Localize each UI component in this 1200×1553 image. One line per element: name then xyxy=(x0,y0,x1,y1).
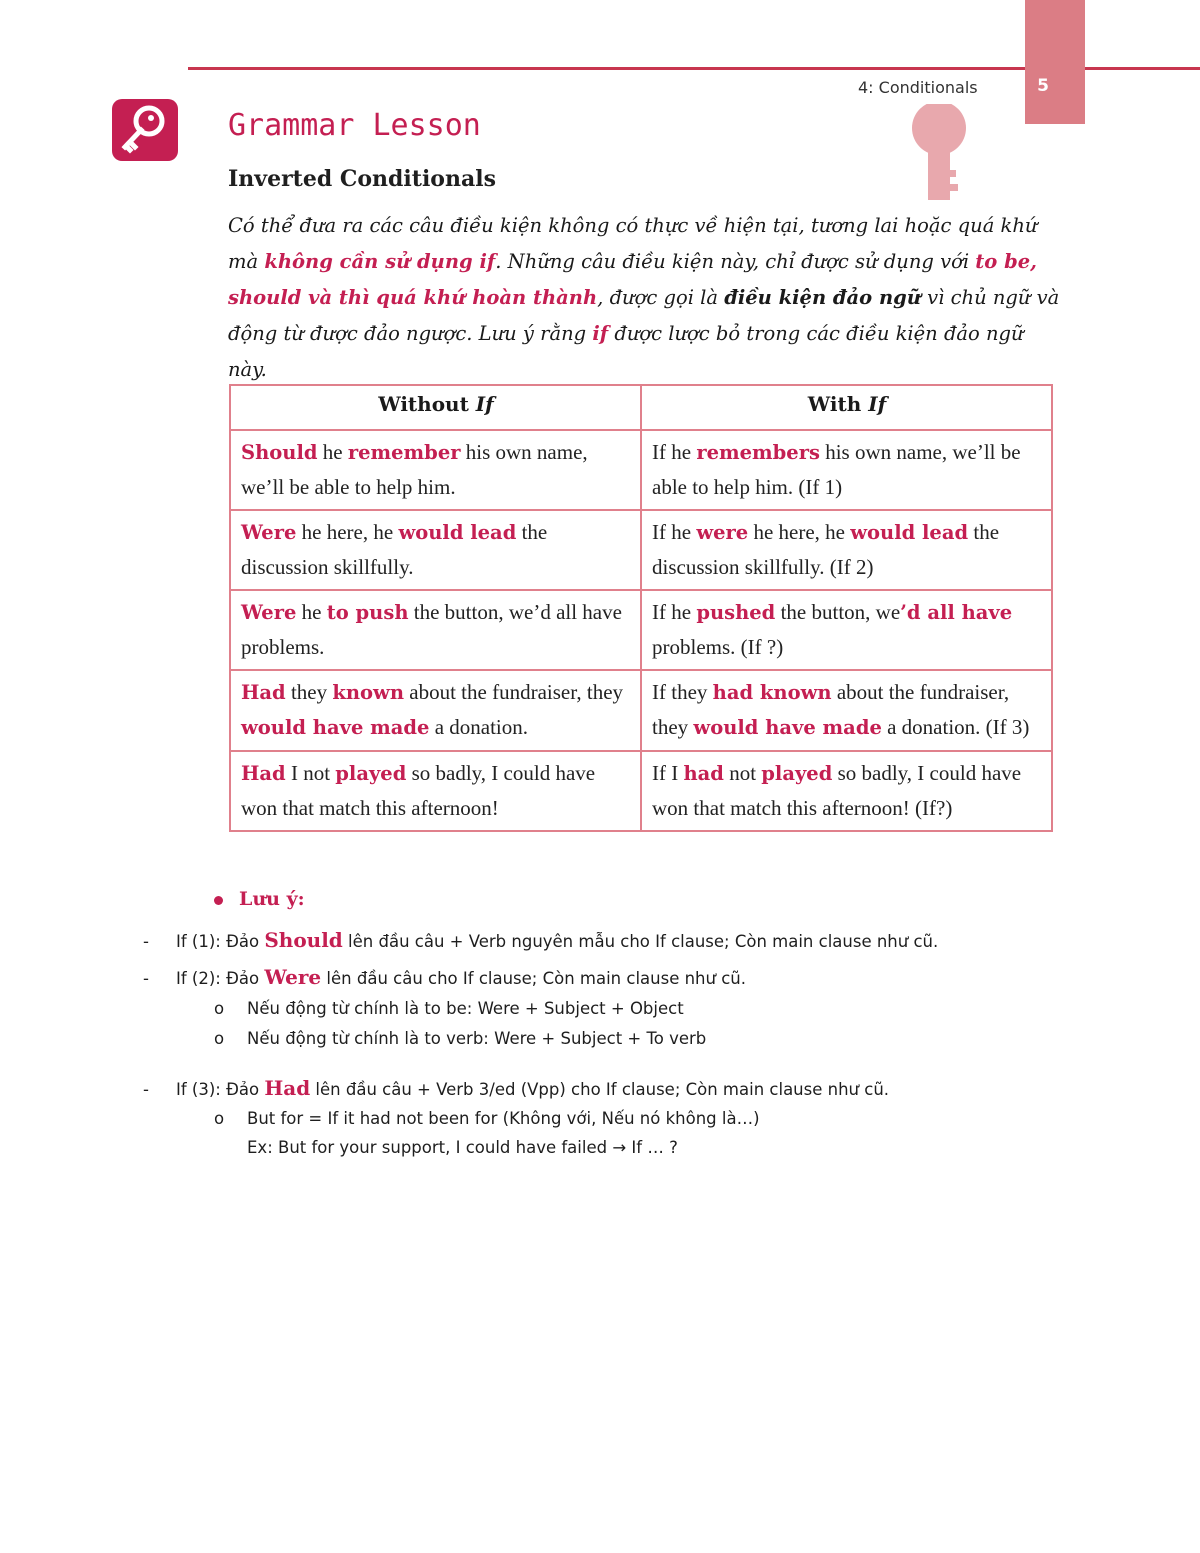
decorative-key-icon xyxy=(904,104,974,200)
lesson-title: Grammar Lesson xyxy=(228,108,481,143)
intro-highlight: không cần sử dụng if xyxy=(264,250,496,273)
highlight-text: Had xyxy=(241,681,286,704)
cell-with-if xyxy=(641,751,1052,831)
intro-text: vì chủ ngữ và động từ được đảo ngược. Lưu ý rằng xyxy=(228,286,1060,345)
cell-without-if xyxy=(230,670,641,751)
highlight-text: would have made xyxy=(241,716,430,739)
rule-if2: - If (2): Đảo Were lên đầu câu cho If clause; Còn main clause như cũ. xyxy=(143,965,746,989)
cell-without-if xyxy=(230,510,641,590)
highlight-text: would lead xyxy=(398,521,517,544)
cell-with-if xyxy=(641,430,1052,510)
cell-text: the button, we xyxy=(775,600,901,624)
cell-without-if xyxy=(230,751,641,831)
highlight-text: Had xyxy=(241,762,286,785)
highlight-text: played xyxy=(335,762,407,785)
table-row xyxy=(230,510,1052,590)
cell-text: so badly, I could have won that match this afternoon! xyxy=(241,761,596,820)
lesson-subtitle: Inverted Conditionals xyxy=(228,166,496,192)
highlight-text: pushed xyxy=(696,601,776,624)
highlight-text: known xyxy=(332,681,405,704)
key-badge xyxy=(112,99,178,161)
highlight-text: would lead xyxy=(850,521,969,544)
intro-text: được lược bỏ trong các điều kiện đảo ngữ này. xyxy=(228,322,1024,381)
cell-without-if xyxy=(230,590,641,670)
cell-text: his own name, we’ll be able to help him. (If 1) xyxy=(652,440,1021,499)
rule-if2-sub-1: o Nếu động từ chính là to be: Were + Subject + Object xyxy=(214,999,684,1018)
intro-text: Có thể đưa ra các câu điều kiện không có thực về hiện tại, tương lai hoặc quá khứ mà xyxy=(228,214,1038,273)
example-line: Ex: But for your support, I could have failed → If … ? xyxy=(247,1138,678,1157)
highlight-text: were xyxy=(696,521,749,544)
table-header-with-if: With If xyxy=(641,385,1052,430)
highlight-text: Should xyxy=(241,441,318,464)
intro-bold-term: điều kiện đảo ngữ xyxy=(724,286,921,309)
intro-highlight: to be, should và thì quá khứ hoàn thành xyxy=(228,250,1037,309)
cell-text: If he xyxy=(652,520,697,544)
cell-text: the discussion skillfully. (If 2) xyxy=(652,520,1000,579)
cell-text: they xyxy=(285,680,333,704)
cell-text: he here, he xyxy=(296,520,399,544)
intro-highlight: if xyxy=(592,322,609,345)
page-number: 5 xyxy=(1037,76,1049,96)
table-row xyxy=(230,430,1052,510)
table-header-without-if: Without If xyxy=(230,385,641,430)
cell-text: so badly, I could have won that match this afternoon! (If?) xyxy=(652,761,1022,820)
table-row xyxy=(230,590,1052,670)
note-heading: Lưu ý: xyxy=(214,888,305,910)
cell-text: about the fundraiser, they xyxy=(404,680,624,704)
highlight-text: ’d all have xyxy=(900,601,1013,624)
cell-text: he xyxy=(296,600,327,624)
highlight-text: would have made xyxy=(693,716,882,739)
cell-text: he xyxy=(317,440,348,464)
page-tab xyxy=(1025,0,1085,124)
cell-text: his own name, we’ll be able to help him. xyxy=(241,440,588,499)
cell-text: problems. (If ?) xyxy=(652,635,784,659)
keyword-should: Should xyxy=(264,928,343,952)
cell-text: about the fundraiser, they xyxy=(652,680,1010,739)
intro-paragraph xyxy=(228,208,1064,388)
highlight-text: Were xyxy=(241,601,297,624)
cell-text: a donation. (If 3) xyxy=(881,715,1030,739)
highlight-text: Were xyxy=(241,521,297,544)
cell-with-if xyxy=(641,670,1052,751)
table-body xyxy=(230,430,1052,831)
chapter-label: 4: Conditionals xyxy=(858,78,978,97)
bullet-dot xyxy=(214,896,223,905)
rule-if3: - If (3): Đảo Had lên đầu câu + Verb 3/ed (Vpp) cho If clause; Còn main clause như cũ. xyxy=(143,1076,890,1100)
cell-text: the button, we’d all have problems. xyxy=(241,600,622,659)
table-row xyxy=(230,751,1052,831)
highlight-text: remembers xyxy=(696,441,820,464)
cell-text: If I xyxy=(652,761,684,785)
rule-if2-sub-2: o Nếu động từ chính là to verb: Were + Subject + To verb xyxy=(214,1029,707,1048)
keyword-had: Had xyxy=(264,1076,311,1100)
highlight-text: remember xyxy=(347,441,461,464)
intro-text: . Những câu điều kiện này, chỉ được sử dụng với xyxy=(495,250,976,273)
cell-text: he here, he xyxy=(748,520,851,544)
cell-text: not xyxy=(723,761,762,785)
cell-with-if xyxy=(641,510,1052,590)
highlight-text: to push xyxy=(326,601,409,624)
highlight-text: had known xyxy=(712,681,832,704)
cell-without-if xyxy=(230,430,641,510)
cell-text: If he xyxy=(652,600,697,624)
cell-text: If they xyxy=(652,680,713,704)
comparison-table xyxy=(229,384,1053,832)
cell-text: If he xyxy=(652,440,697,464)
highlight-text: had xyxy=(683,762,724,785)
key-icon xyxy=(112,99,178,161)
rule-if1: - If (1): Đảo Should lên đầu câu + Verb nguyên mẫu cho If clause; Còn main clause như cũ. xyxy=(143,928,939,952)
cell-text: a donation. xyxy=(429,715,529,739)
cell-with-if xyxy=(641,590,1052,670)
cell-text: the discussion skillfully. xyxy=(241,520,548,579)
rule-if3-sub: o But for = If it had not been for (Không với, Nếu nó không là…) xyxy=(214,1109,760,1128)
table-row xyxy=(230,670,1052,751)
keyword-were: Were xyxy=(264,965,322,989)
cell-text: I not xyxy=(285,761,336,785)
highlight-text: played xyxy=(761,762,833,785)
intro-text: , được gọi là xyxy=(597,286,725,309)
